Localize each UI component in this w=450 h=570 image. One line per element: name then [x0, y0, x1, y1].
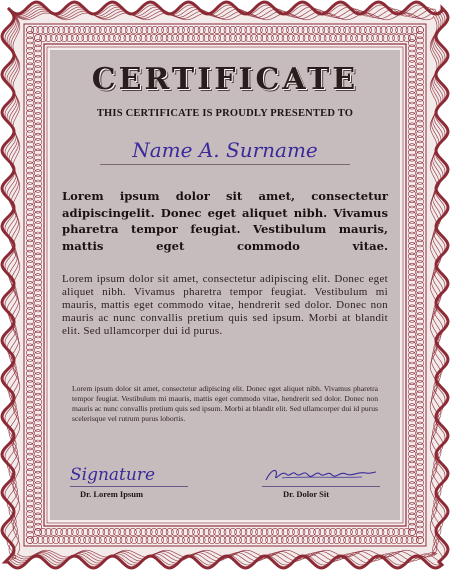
- right-signature-line: [262, 486, 380, 487]
- body-paragraph-bold: Lorem ipsum dolor sit amet, consectetur adipiscingelit. Donec eget aliquet nibh. Vivamus pharetra tempor feugiat. Vestibulum mauris, mattis eget commodo vitae.: [62, 189, 388, 253]
- recipient-name: Name A. Surname: [132, 138, 318, 162]
- name-underline: [100, 164, 350, 165]
- body-paragraph-medium: Lorem ipsum dolor sit amet, consectetur adipiscing elit. Donec eget aliquet nibh. Vivamus pharetra tempor feugiat. Vestibulum mi mauris, mattis eget commodo vitae, hendrerit sed dolor. Donec non mauris ac nunc convallis pretium quis sed ipsum. Morbi at blandit elit. Sed ullamcorper dui id purus.: [62, 273, 388, 337]
- right-signer-name: Dr. Dolor Sit: [283, 489, 330, 499]
- left-signature-line: [70, 486, 188, 487]
- body-paragraph-small: Lorem ipsum dolor sit amet, consectetur adipiscing elit. Donec eget aliquet nibh. Vivamus pharetra tempor feugiat. Vestibulum mi mauris, mattis eget commodo vitae, hendrerit sed dolor. Donec non mauris ac nunc convallis pretium quis sed ipsum. Morbi at blandit elit. Sed ullamcorper dui id purus scelerisque vel rutrum purus lobortis.: [72, 384, 378, 423]
- presented-to-text: THIS CERTIFICATE IS PROUDLY PRESENTED TO: [96, 108, 354, 119]
- left-signature-script: Signature: [70, 465, 156, 485]
- certificate-title: CERTIFICATE: [91, 62, 359, 97]
- handwritten-signature-icon: [262, 466, 380, 486]
- left-signer-name: Dr. Lorem Ipsum: [80, 489, 144, 499]
